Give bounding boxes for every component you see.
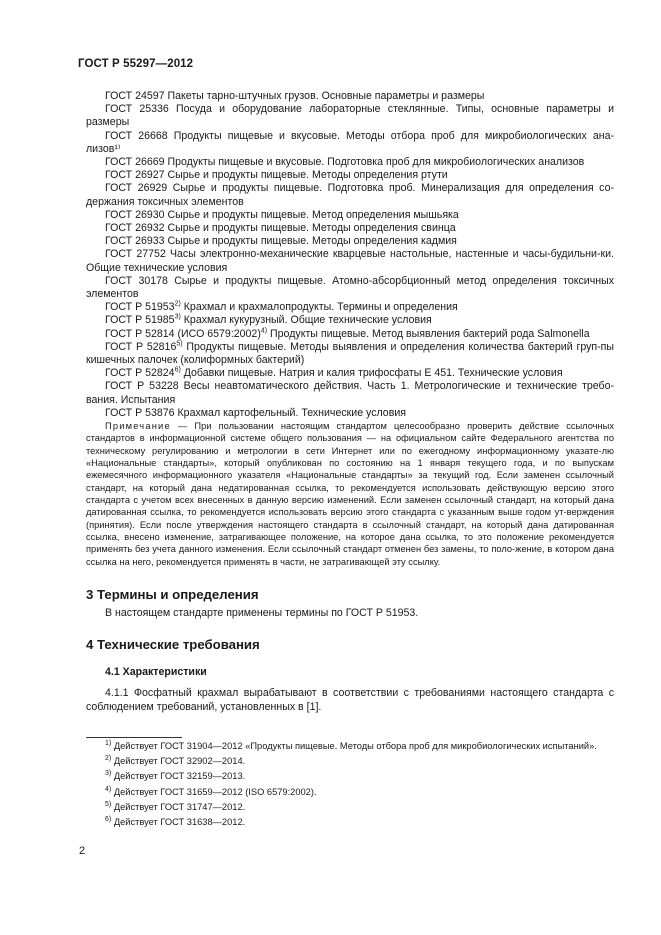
section-3-heading: 3 Термины и определения xyxy=(86,587,259,602)
footnote-marker: 4) xyxy=(105,785,112,793)
footnote: $^{4)}$ Действует ГОСТ 31659—2012 (ISO 6579:2002). xyxy=(105,785,317,797)
normative-references-list xyxy=(86,90,614,420)
footnote: $^{2)}$ Действует ГОСТ 32902—2014. xyxy=(105,755,246,767)
footnotes-block xyxy=(86,740,614,831)
section-4-heading: 4 Технические требования xyxy=(86,637,260,652)
footnote: $^{3)}$ Действует ГОСТ 32159—2013. xyxy=(105,770,246,782)
footnote: $^{6)}$ Действует ГОСТ 31638—2012. xyxy=(105,815,246,828)
reference-item: ГОСТ Р 53876 Крахмал картофельный. Технические условия xyxy=(105,406,406,419)
footnote-marker: 5) xyxy=(176,340,183,348)
reference-item: ГОСТ 24597 Пакеты тарно-штучных грузов. Основные параметры и размеры xyxy=(105,90,485,102)
reference-item: ГОСТ Р 53228 Весы неавтоматического действия. Часть 1. Метрологические и технические требо-вания. Испытания xyxy=(86,380,615,406)
footnote-marker: 5) xyxy=(105,800,112,808)
clause-4-1-1-text: 4.1.1 Фосфатный крахмал вырабатывают в соответствии с требованиями настоящего стандарта с соблюдением требований, установленных в [1]. xyxy=(86,687,614,713)
footnote-marker: 1) xyxy=(105,739,112,747)
reference-item: ГОСТ 26927 Сырье и продукты пищевые. Методы определения ртути xyxy=(105,169,448,182)
reference-item: ГОСТ 27752 Часы электронно-механические кварцевые настольные, настенные и часы-будильни-ки. Общие технические условия xyxy=(86,248,614,274)
footnote-marker: 3) xyxy=(105,770,112,778)
reference-item: ГОСТ 26668 Продукты пищевые и вкусовые. Методы отбора проб для микробиологических ана-лизов¹⁾ xyxy=(86,129,614,155)
page-number: 2 xyxy=(79,845,86,857)
footnote: $^{1)}$ Действует ГОСТ 31904—2012 «Продукты пищевые. Методы отбора проб для микробиологических испытаний». xyxy=(105,739,597,751)
footnote-separator xyxy=(86,737,182,738)
footnote: $^{5)}$ Действует ГОСТ 31747—2012. xyxy=(105,800,246,812)
reference-item: ГОСТ Р 51985$^{3)}$ Крахмал кукурузный. Общие технические условия xyxy=(105,313,432,327)
reference-item: ГОСТ Р 51953$^{2)}$ Крахмал и крахмалопродукты. Термины и определения xyxy=(105,300,458,314)
note-label: Примечание xyxy=(105,421,171,431)
reference-item: ГОСТ 26930 Сырье и продукты пищевые. Метод определения мышьяка xyxy=(105,208,459,221)
document-header: ГОСТ Р 55297—2012 xyxy=(78,58,194,70)
reference-item: ГОСТ Р 52814 (ИСО 6579:2002)$^{4)}$ Продукты пищевые. Метод выявления бактерий рода Salmonella xyxy=(105,327,590,340)
reference-item: ГОСТ 30178 Сырье и продукты пищевые. Атомно-абсорбционный метод определения токсичных элементов xyxy=(86,274,614,301)
section-3-text: В настоящем стандарте применены термины по ГОСТ Р 51953. xyxy=(105,607,419,619)
footnote-marker: 6) xyxy=(105,815,112,823)
footnote-marker: 2) xyxy=(174,300,181,308)
reference-item: ГОСТ 26932 Сырье и продукты пищевые. Методы определения свинца xyxy=(105,222,456,235)
reference-item: ГОСТ 25336 Посуда и оборудование лабораторные стеклянные. Типы, основные параметры и размеры xyxy=(86,103,614,129)
reference-item: ГОСТ Р 52816$^{5)}$ Продукты пищевые. Методы выявления и определения количества бактерий груп-пы кишечных палочек (колиформных бактерий) xyxy=(86,340,615,367)
footnote-marker: 3) xyxy=(174,313,181,321)
references-note xyxy=(86,420,614,568)
footnote-marker: 2) xyxy=(105,755,112,763)
subsection-4-1-heading: 4.1 Характеристики xyxy=(105,666,207,678)
reference-item: ГОСТ 26669 Продукты пищевые и вкусовые. Подготовка проб для микробиологических анализов xyxy=(105,156,585,169)
footnote-marker: 6) xyxy=(174,366,181,374)
footnote-marker: 4) xyxy=(260,327,268,335)
reference-item: ГОСТ 26929 Сырье и продукты пищевые. Подготовка проб. Минерализация для определения со-держания токсичных элементов xyxy=(86,182,614,208)
reference-item: ГОСТ 26933 Сырье и продукты пищевые. Методы определения кадмия xyxy=(105,235,457,248)
note-text: — При пользовании настоящим стандартом целесообразно проверить действие ссылочных стандартов в информационной системе общего пользования — на официальном сайте Федерального агентства по техническому регулированию и метрологии в сети Интернет или по ежегодному информационному указате-лю «Национальные стандарты», который опубликован по состоянию на 1 января текущего года, и по выпускам ежемесячного информационного указателя «Национальные стандарты» за текущий год. Если заменен ссылочный стандарт, на который дана недатированная ссылка, то рекомендуется использовать действующую версию этого стандарта с учетом всех внесенных в данную версию изменений. Если заменен ссылочный стандарт, на который дана датированная ссылка, то рекомендуется использовать версию этого стандарта с указанным выше годом ут-верждения (принятия). Если после утверждения настоящего стандарта в ссылочный стандарт, на который дана датированная ссылка, внесено изменение, затрагивающее положение, на которое дана ссылка, то это положение рекомендуется применять без учета данного изменения. Если ссылочный стандарт отменен без замены, то поло-жение, в котором дана ссылка на него, рекомендуется применять в части, не затрагивающей эту ссылку. xyxy=(86,421,614,567)
reference-item: ГОСТ Р 52824$^{6)}$ Добавки пищевые. Натрия и калия трифосфаты Е 451. Технические условия xyxy=(105,366,563,380)
